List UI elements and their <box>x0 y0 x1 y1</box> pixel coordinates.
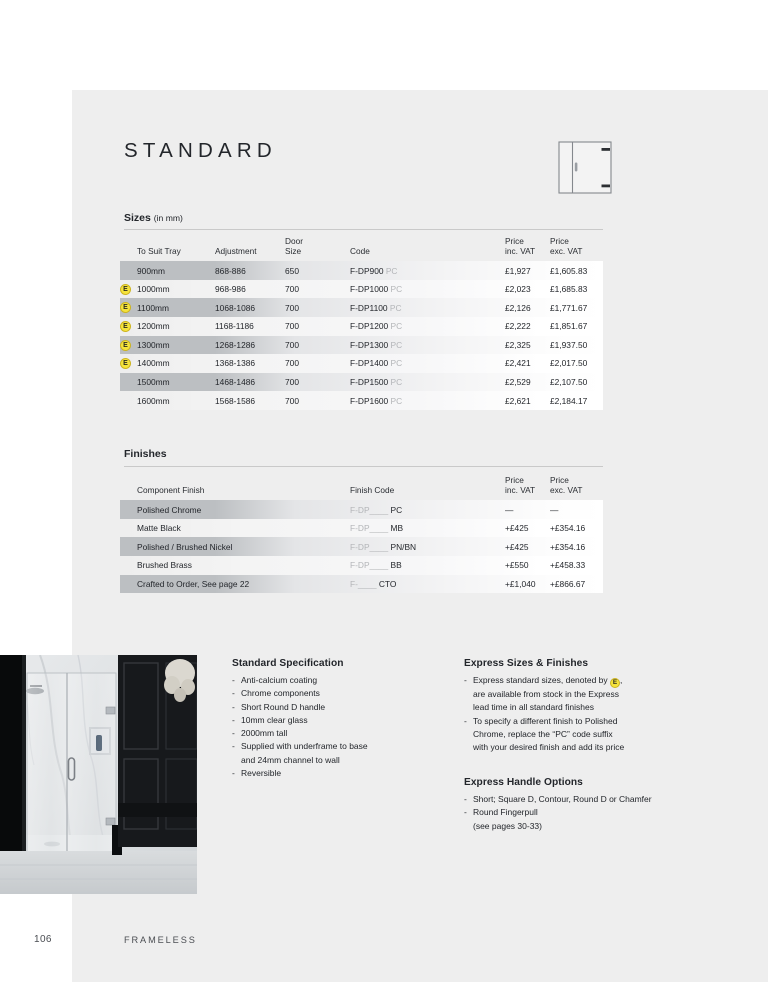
cell-tray: 1400mm <box>137 358 170 369</box>
standard-specification-list <box>232 674 447 780</box>
cell-code <box>350 261 505 280</box>
code-base: F-DP1500 <box>350 377 389 388</box>
express-badge-icon: E <box>120 284 131 295</box>
code-suffix: PC <box>388 339 403 350</box>
col-header-adjustment: Adjustment <box>215 246 257 257</box>
sizes-table-body <box>120 261 603 410</box>
list-item <box>232 767 447 780</box>
express-badge-icon: E <box>120 340 131 351</box>
cell-component-finish: Polished Chrome <box>137 504 202 515</box>
list-item-text: Short Round D handle <box>241 701 326 712</box>
express-badge-cell <box>120 317 137 336</box>
table-row <box>120 354 603 373</box>
express-item1-pre: Express standard sizes, denoted by <box>473 675 608 685</box>
row-spacer-cell <box>120 500 137 519</box>
table-row <box>120 575 603 594</box>
list-item <box>232 727 447 740</box>
bullet-dash: - <box>232 768 235 779</box>
finishes-heading-text: Finishes <box>124 448 167 460</box>
row-spacer-cell <box>120 575 137 594</box>
table-row <box>120 280 603 299</box>
cell-price-inc-vat: £2,126 <box>505 302 531 313</box>
col-header-finish-price-exc: Price exc. VAT <box>550 475 583 496</box>
sizes-table-head <box>120 236 603 261</box>
cell-adjustment: 1168-1186 <box>215 321 254 332</box>
table-row <box>120 556 603 575</box>
finish-code-suffix: CTO <box>376 578 397 589</box>
row-spacer-cell <box>120 519 137 538</box>
express-badge-cell <box>120 354 137 373</box>
cell-code <box>350 336 505 355</box>
cell-adjustment: 1468-1486 <box>215 377 256 388</box>
cell-price-exc-vat: £2,184.17 <box>550 395 588 406</box>
sizes-divider <box>124 229 603 230</box>
cell-door-size: 700 <box>285 377 299 388</box>
cell-finish-price-exc-vat: +£354.16 <box>550 523 586 534</box>
table-row <box>120 298 603 317</box>
bullet-dash: - <box>464 807 467 818</box>
cell-price-inc-vat: £2,529 <box>505 377 531 388</box>
code-suffix: PC <box>387 302 402 313</box>
express-handle-options-block <box>464 777 689 833</box>
list-item <box>232 674 447 687</box>
table-row <box>120 336 603 355</box>
cell-price-inc-vat: £2,421 <box>505 358 531 369</box>
bullet-dash: - <box>232 688 235 699</box>
table-row <box>120 261 603 280</box>
cell-component-finish: Brushed Brass <box>137 560 192 571</box>
list-item-text: Round Fingerpull <box>473 807 538 818</box>
cell-tray: 1200mm <box>137 321 170 332</box>
shower-door-diagram-icon <box>558 141 612 194</box>
bullet-dash: - <box>464 794 467 804</box>
cell-code <box>350 391 505 410</box>
cell-finish-code <box>350 575 505 594</box>
table-row <box>120 391 603 410</box>
cell-finish-price-inc-vat: +£1,040 <box>505 578 536 589</box>
cell-price-exc-vat: £1,685.83 <box>550 284 588 295</box>
col-header-tray: To Suit Tray <box>137 246 181 257</box>
cell-finish-price-inc-vat: +£425 <box>505 523 529 534</box>
sizes-heading-text: Sizes <box>124 212 151 224</box>
finishes-heading <box>124 448 167 460</box>
list-item <box>464 793 689 806</box>
express-item1-cont2: lead time in all standard finishes <box>473 702 594 713</box>
cell-adjustment: 968-986 <box>215 284 246 295</box>
col-header-price-exc: Price exc. VAT <box>550 236 583 257</box>
cell-door-size: 700 <box>285 358 299 369</box>
cell-component-finish: Polished / Brushed Nickel <box>137 541 233 552</box>
bullet-dash: - <box>232 714 235 725</box>
list-item <box>232 714 447 727</box>
cell-adjustment: 1368-1386 <box>215 358 256 369</box>
cell-tray: 1600mm <box>137 395 170 406</box>
sizes-table <box>120 236 603 410</box>
list-item-text-continued: (see pages 30-33) <box>473 820 542 831</box>
cell-finish-price-exc-vat: +£866.67 <box>550 578 586 589</box>
code-base: F-DP1200 <box>350 321 389 332</box>
cell-door-size: 700 <box>285 321 299 332</box>
list-item <box>232 701 447 714</box>
list-item <box>464 715 689 755</box>
code-base: F-DP1100 <box>350 302 388 313</box>
col-header-component-finish: Component Finish <box>137 485 205 496</box>
code-suffix: PC <box>388 358 403 369</box>
cell-code <box>350 317 505 336</box>
express-badge-cell <box>120 298 137 317</box>
code-base: F-DP1000 <box>350 284 389 295</box>
cell-code <box>350 373 505 392</box>
col-header-code: Code <box>350 246 370 257</box>
product-photo <box>0 655 197 894</box>
cell-finish-price-inc-vat: — <box>505 504 514 515</box>
cell-door-size: 700 <box>285 339 299 350</box>
express-badge-icon: E <box>120 358 131 369</box>
code-suffix: PC <box>383 265 398 276</box>
cell-finish-price-exc-vat: +£354.16 <box>550 541 586 552</box>
cell-tray: 900mm <box>137 265 165 276</box>
code-base: F-DP1300 <box>350 339 389 350</box>
cell-tray: 1500mm <box>137 377 170 388</box>
express-handle-options-list <box>464 793 689 833</box>
express-item2-cont2: with your desired finish and add its price <box>473 742 625 753</box>
express-item2: To specify a different finish to Polished <box>473 715 618 726</box>
finish-code-suffix: BB <box>388 560 402 571</box>
cell-price-exc-vat: £2,017.50 <box>550 358 588 369</box>
cell-price-inc-vat: £2,621 <box>505 395 531 406</box>
finishes-divider <box>124 466 603 467</box>
cell-component-finish: Matte Black <box>137 523 181 534</box>
table-row <box>120 500 603 519</box>
finish-code-prefix: F-DP____ <box>350 560 389 571</box>
sizes-heading <box>124 212 183 224</box>
bullet-dash: - <box>232 741 235 752</box>
cell-price-inc-vat: £1,927 <box>505 265 531 276</box>
cell-code <box>350 354 505 373</box>
bullet-dash: - <box>464 675 467 685</box>
bullet-dash: - <box>232 701 235 712</box>
cell-finish-code <box>350 519 505 538</box>
list-item-text: Reversible <box>241 768 282 779</box>
express-col-header <box>120 236 137 261</box>
cell-code <box>350 280 505 299</box>
list-item <box>464 674 689 715</box>
cell-finish-code <box>350 500 505 519</box>
col-header-price-inc: Price inc. VAT <box>505 236 536 257</box>
cell-price-inc-vat: £2,222 <box>505 321 531 332</box>
list-item-text-continued: and 24mm channel to wall <box>241 754 340 765</box>
finishes-table <box>120 475 603 593</box>
cell-tray: 1300mm <box>137 339 170 350</box>
express-badge-icon: E <box>120 321 131 332</box>
code-base: F-DP1400 <box>350 358 389 369</box>
list-item <box>464 806 689 833</box>
cell-finish-price-exc-vat: — <box>550 504 559 515</box>
cell-price-exc-vat: £1,605.83 <box>550 265 588 276</box>
code-suffix: PC <box>388 284 403 295</box>
sizes-header-row <box>120 236 603 261</box>
list-item-text: Short; Square D, Contour, Round D or Chamfer <box>473 794 652 804</box>
col-header-finish-code: Finish Code <box>350 485 395 496</box>
cell-door-size: 700 <box>285 302 299 313</box>
express-sizes-finishes-block <box>464 658 689 754</box>
list-item-text: Chrome components <box>241 688 320 699</box>
cell-price-inc-vat: £2,023 <box>505 284 531 295</box>
express-item1-cont1: are available from stock in the Express <box>473 689 619 699</box>
cell-price-exc-vat: £1,851.67 <box>550 321 588 332</box>
list-item <box>232 687 447 700</box>
finish-code-suffix: MB <box>388 523 404 534</box>
finishes-table-head <box>120 475 603 500</box>
express-badge-cell <box>120 336 137 355</box>
bullet-dash: - <box>232 675 235 685</box>
cell-price-exc-vat: £2,107.50 <box>550 377 588 388</box>
express-badge-icon: E <box>610 678 620 688</box>
cell-door-size: 700 <box>285 284 299 295</box>
table-row <box>120 537 603 556</box>
cell-price-exc-vat: £1,771.67 <box>550 302 588 313</box>
express-item1-post: , <box>620 675 623 685</box>
cell-finish-price-exc-vat: +£458.33 <box>550 560 586 571</box>
express-badge-cell <box>120 261 137 280</box>
list-item-text: 10mm clear glass <box>241 714 308 725</box>
express-badge-cell <box>120 391 137 410</box>
list-item <box>232 740 447 767</box>
finishes-spacer-header <box>120 475 137 500</box>
express-handle-options-heading: Express Handle Options <box>464 777 583 788</box>
cell-finish-code <box>350 537 505 556</box>
finishes-header-row <box>120 475 603 500</box>
code-base: F-DP1600 <box>350 395 389 406</box>
code-suffix: PC <box>388 395 403 406</box>
col-header-finish-price-inc: Price inc. VAT <box>505 475 536 496</box>
express-badge-cell <box>120 373 137 392</box>
cell-door-size: 650 <box>285 265 299 276</box>
list-item-text: Anti-calcium coating <box>241 675 318 685</box>
page-number: 106 <box>34 934 52 945</box>
col-header-door-size: Door Size <box>285 236 303 257</box>
express-sizes-finishes-list <box>464 674 689 754</box>
cell-finish-price-inc-vat: +£550 <box>505 560 529 571</box>
cell-component-finish: Crafted to Order, See page 22 <box>137 578 250 589</box>
cell-finish-price-inc-vat: +£425 <box>505 541 529 552</box>
finish-code-suffix: PN/BN <box>388 541 417 552</box>
footer-section-label: FRAMELESS <box>124 935 197 945</box>
cell-adjustment: 1268-1286 <box>215 339 256 350</box>
finishes-table-body <box>120 500 603 593</box>
finish-code-prefix: F-DP____ <box>350 541 389 552</box>
code-base: F-DP900 <box>350 265 384 276</box>
standard-specification-block <box>232 658 447 780</box>
list-item-text: Supplied with underframe to base <box>241 741 368 752</box>
bullet-dash: - <box>464 715 467 726</box>
page-title: STANDARD <box>124 139 277 162</box>
sizes-heading-sub: (in mm) <box>153 213 183 223</box>
express-item2-cont1: Chrome, replace the “PC” code suffix <box>473 728 613 739</box>
cell-code <box>350 298 505 317</box>
bullet-dash: - <box>232 728 235 739</box>
cell-tray: 1100mm <box>137 302 169 313</box>
cell-tray: 1000mm <box>137 284 170 295</box>
cell-price-exc-vat: £1,937.50 <box>550 339 588 350</box>
express-badge-icon: E <box>120 302 131 313</box>
row-spacer-cell <box>120 556 137 575</box>
row-spacer-cell <box>120 537 137 556</box>
cell-adjustment: 1568-1586 <box>215 395 256 406</box>
cell-finish-code <box>350 556 505 575</box>
cell-door-size: 700 <box>285 395 299 406</box>
cell-price-inc-vat: £2,325 <box>505 339 531 350</box>
standard-specification-heading: Standard Specification <box>232 658 344 669</box>
finish-code-prefix: F-____ <box>350 578 377 589</box>
list-item-text: 2000mm tall <box>241 728 288 739</box>
cell-adjustment: 868-886 <box>215 265 246 276</box>
table-row <box>120 373 603 392</box>
express-sizes-finishes-heading: Express Sizes & Finishes <box>464 658 589 669</box>
table-row <box>120 317 603 336</box>
code-suffix: PC <box>388 377 403 388</box>
cell-adjustment: 1068-1086 <box>215 302 256 313</box>
express-badge-cell <box>120 280 137 299</box>
finish-code-suffix: PC <box>388 504 403 515</box>
code-suffix: PC <box>388 321 403 332</box>
finish-code-prefix: F-DP____ <box>350 523 389 534</box>
finish-code-prefix: F-DP____ <box>350 504 389 515</box>
table-row <box>120 519 603 538</box>
